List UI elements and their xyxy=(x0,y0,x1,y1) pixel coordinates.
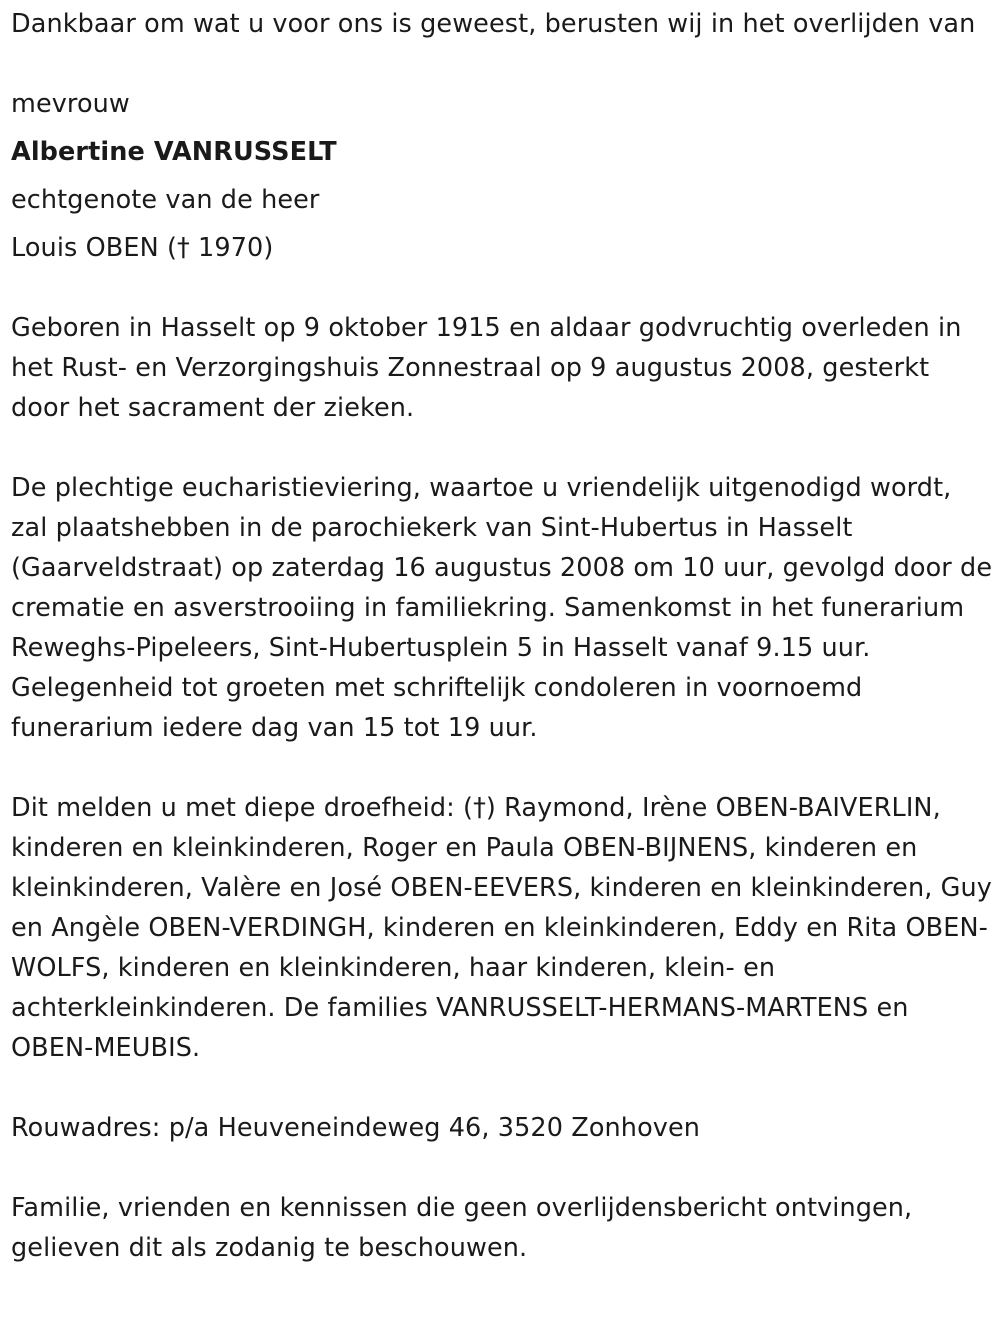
relation-text: echtgenote van de heer xyxy=(11,185,320,215)
title-text: mevrouw xyxy=(11,89,130,119)
spouse-text: Louis OBEN († 1970) xyxy=(11,233,274,263)
birth-death-paragraph: Geboren in Hasselt op 9 oktober 1915 en aldaar godvruchtig overleden in het Rust- en Verzorgingshuis Zonnestraal op 9 augustus 2008, gesterkt door het sacrament der zieken. xyxy=(11,313,962,423)
deceased-name: Albertine VANRUSSELT xyxy=(11,137,337,167)
closing-paragraph: Familie, vrienden en kennissen die geen overlijdensbericht ontvingen, gelieven dit als zodanig te beschouwen. xyxy=(11,1193,913,1263)
deceased-block xyxy=(11,80,993,272)
intro-text: Dankbaar om wat u voor ons is geweest, berusten wij in het overlijden van xyxy=(11,9,976,39)
ceremony-paragraph: De plechtige eucharistieviering, waartoe u vriendelijk uitgenodigd wordt, zal plaatshebben in de parochiekerk van Sint-Hubertus in Hasselt (Gaarveldstraat) op zaterdag 16 augustus 2008 om 10 uur, gevolgd door de crematie en asverstrooiing in familiekring. Samenkomst in het funerarium Reweghs-Pipeleers, Sint-Hubertusplein 5 in Hasselt vanaf 9.15 uur. Gelegenheid tot groeten met schriftelijk condoleren in voornoemd funerarium iedere dag van 15 tot 19 uur. xyxy=(11,473,993,743)
family-paragraph: Dit melden u met diepe droefheid: (†) Raymond, Irène OBEN-BAIVERLIN, kinderen en kleinkinderen, Roger en Paula OBEN-BIJNENS, kinderen en kleinkinderen, Valère en José OBEN-EEVERS, kinderen en kleinkinderen, Guy en Angèle OBEN-VERDINGH, kinderen en kleinkinderen, Eddy en Rita OBEN-WOLFS, kinderen en kleinkinderen, haar kinderen, klein- en achterkleinkinderen. De families VANRUSSELT-HERMANS-MARTENS en OBEN-MEUBIS. xyxy=(11,793,992,1063)
mourning-address: Rouwadres: p/a Heuveneindeweg 46, 3520 Zonhoven xyxy=(11,1113,701,1143)
death-notice xyxy=(11,4,993,1268)
